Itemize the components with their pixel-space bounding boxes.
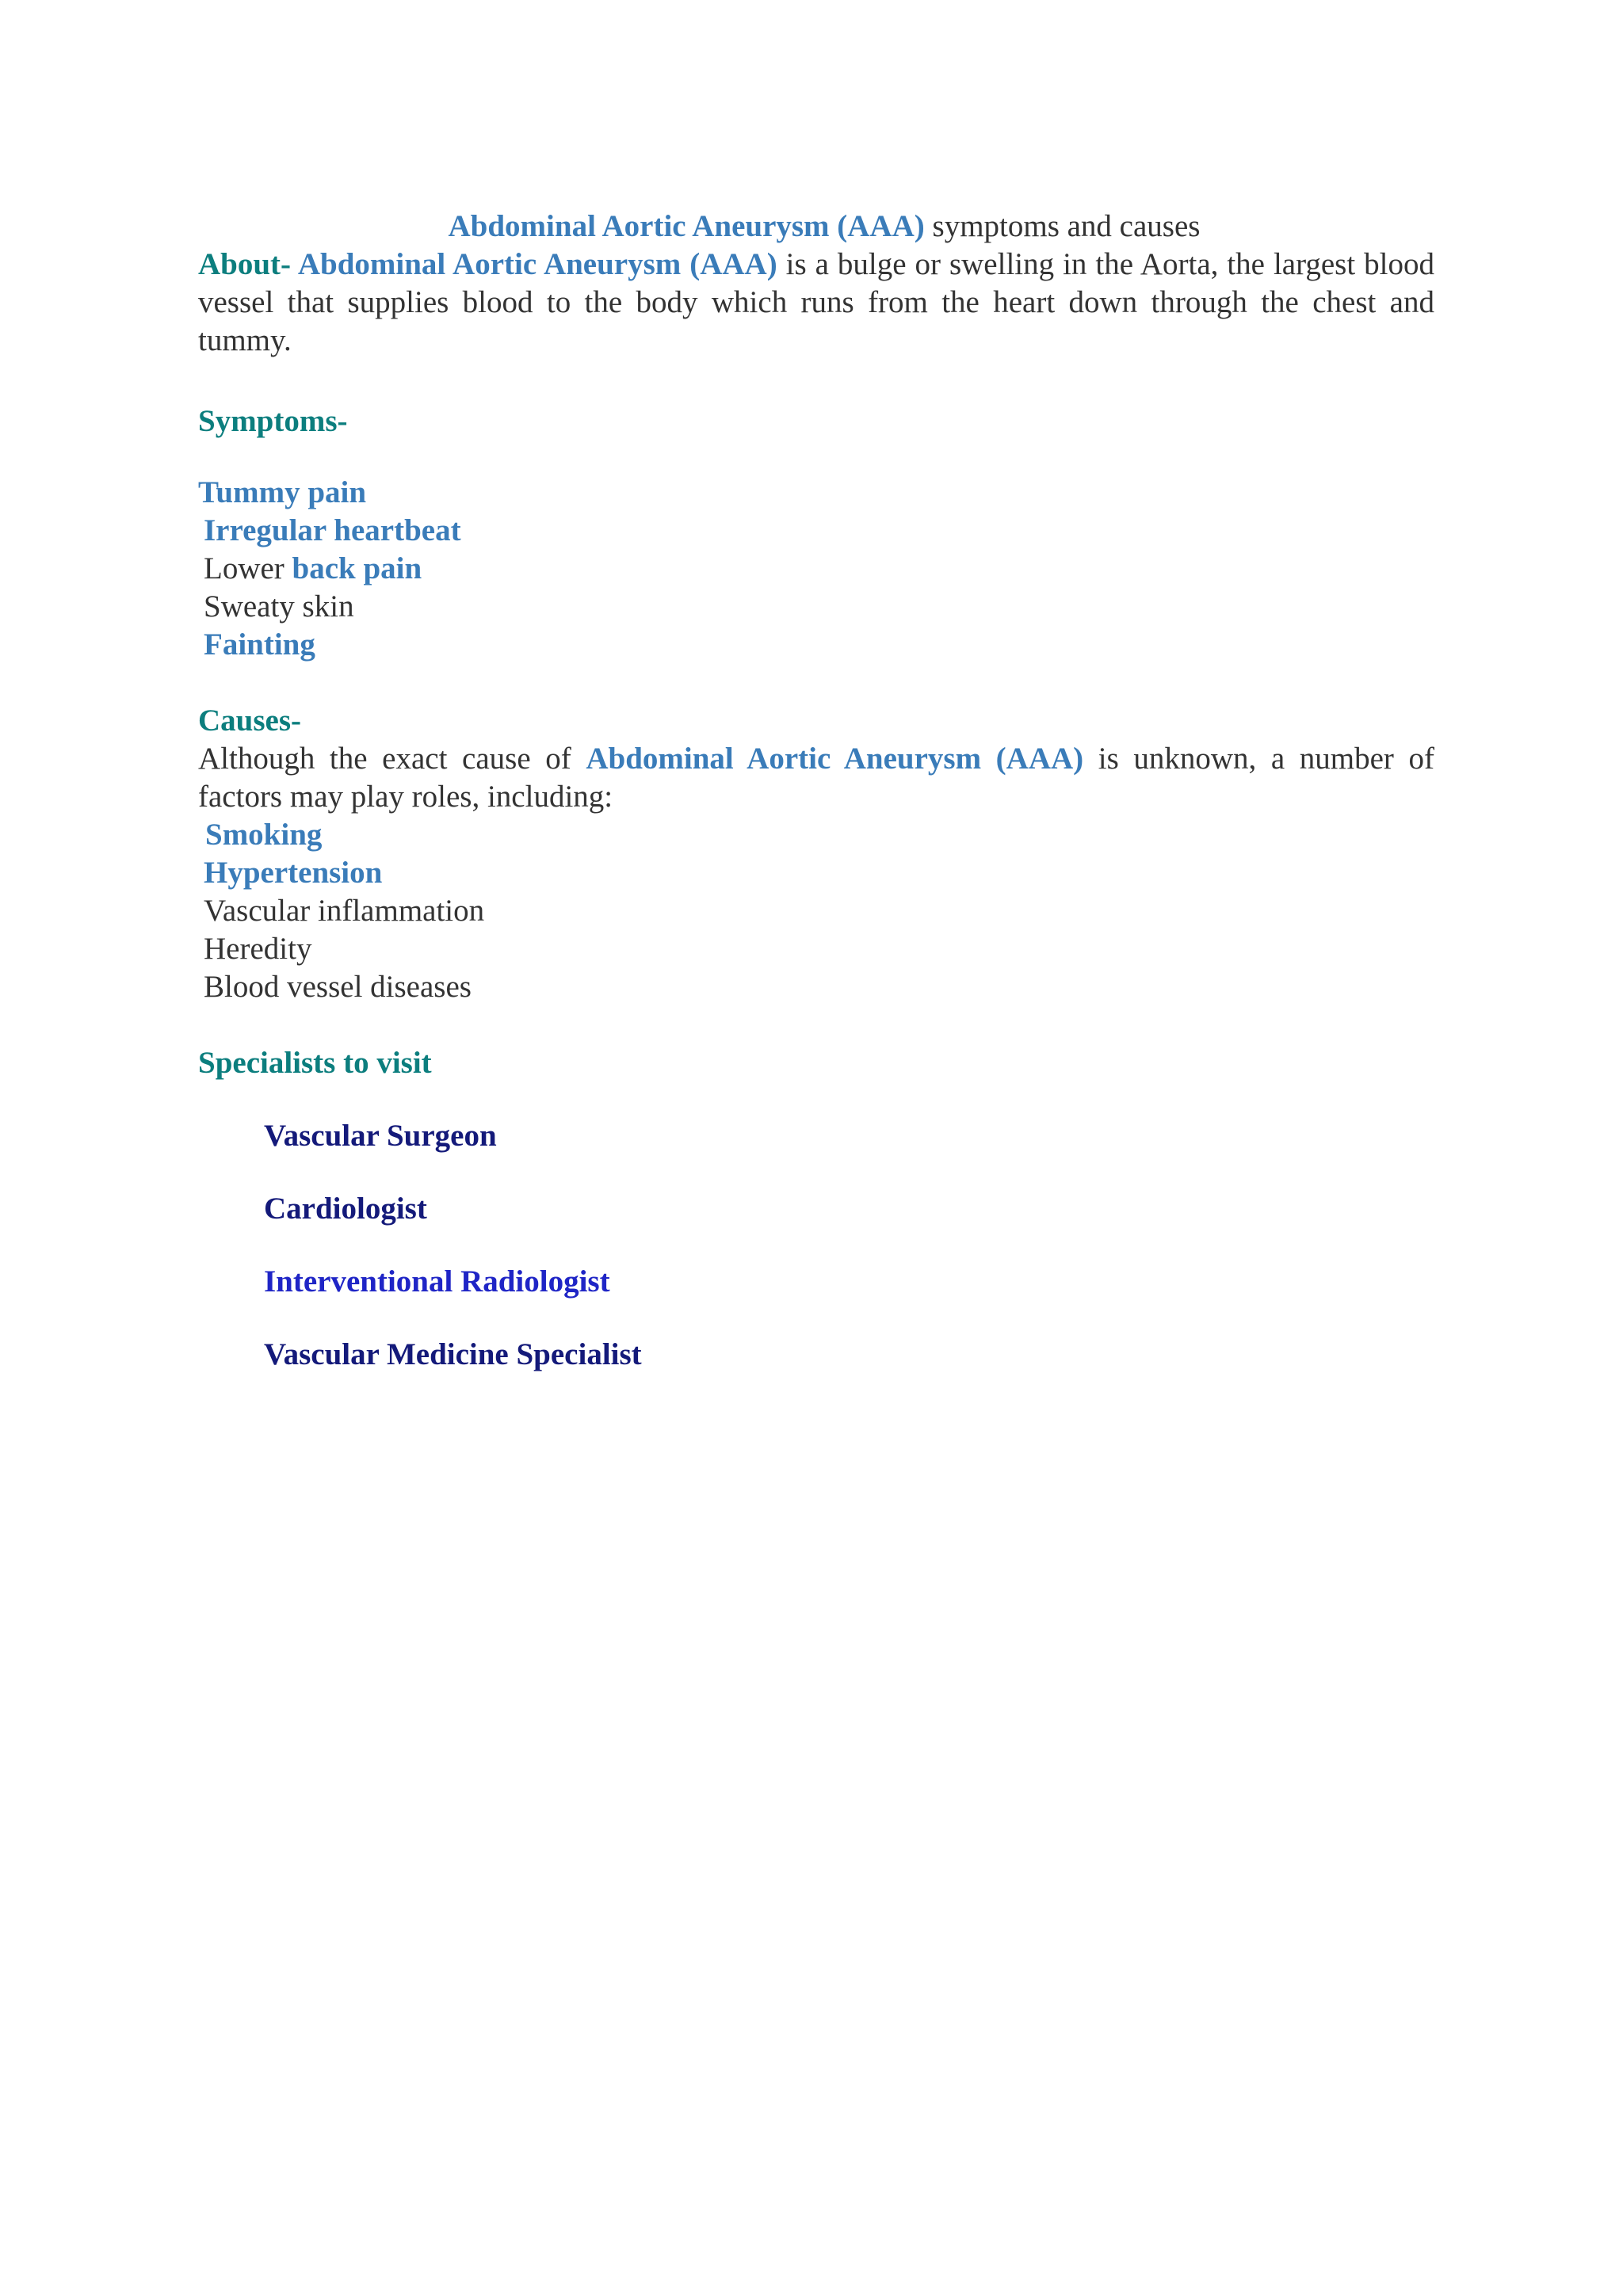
causes-intro-after: is unknown, a number of factors may play roles, including: bbox=[198, 742, 1434, 814]
symptoms-heading: Symptoms- bbox=[198, 404, 348, 438]
about-link[interactable]: Abdominal Aortic Aneurysm (AAA) bbox=[297, 247, 777, 281]
about-label: About bbox=[198, 247, 281, 281]
causes-heading: Causes- bbox=[198, 704, 302, 738]
list-item bbox=[198, 512, 1434, 550]
symptom-link[interactable]: back pain bbox=[292, 551, 422, 585]
symptom-link[interactable]: Irregular heartbeat bbox=[204, 513, 461, 547]
specialist-item: Cardiologist bbox=[264, 1192, 427, 1226]
cause-link[interactable]: Smoking bbox=[205, 818, 323, 852]
list-item bbox=[198, 854, 1434, 892]
specialists-heading: Specialists to visit bbox=[198, 1046, 432, 1080]
specialist-item[interactable]: Interventional Radiologist bbox=[264, 1264, 610, 1299]
title-link[interactable]: Abdominal Aortic Aneurysm (AAA) bbox=[448, 209, 925, 243]
cause-text: Heredity bbox=[204, 932, 312, 966]
specialist-item: Vascular Surgeon bbox=[264, 1119, 497, 1153]
list-item bbox=[198, 930, 1434, 968]
causes-intro bbox=[198, 740, 1434, 816]
list-item bbox=[198, 588, 1434, 626]
title-rest: symptoms and causes bbox=[924, 209, 1201, 243]
causes-intro-link[interactable]: Abdominal Aortic Aneurysm (AAA) bbox=[586, 742, 1084, 776]
list-item bbox=[198, 550, 1434, 588]
symptom-link[interactable]: Tummy pain bbox=[198, 475, 367, 509]
list-item bbox=[198, 626, 1434, 664]
causes-intro-before: Although the exact cause of bbox=[198, 742, 586, 776]
document-page bbox=[198, 208, 1434, 1409]
cause-text: Blood vessel diseases bbox=[204, 970, 472, 1004]
list-item bbox=[198, 892, 1434, 930]
cause-text: Vascular inflammation bbox=[204, 894, 485, 928]
symptoms-list bbox=[198, 474, 1434, 664]
causes-list bbox=[198, 816, 1434, 1006]
list-item bbox=[198, 474, 1434, 512]
cause-link[interactable]: Hypertension bbox=[204, 856, 383, 890]
symptom-link[interactable]: Fainting bbox=[204, 627, 315, 662]
about-text: is a bulge or swelling in the Aorta, the largest blood vessel that supplies blood to the body which runs from the heart down through the chest and tummy. bbox=[198, 247, 1434, 357]
specialist-item: Vascular Medicine Specialist bbox=[264, 1337, 642, 1371]
about-dash: - bbox=[281, 247, 298, 281]
page-title bbox=[198, 208, 1434, 246]
specialists-list bbox=[198, 1117, 1434, 1374]
about-paragraph bbox=[198, 246, 1434, 360]
symptom-prefix: Lower bbox=[204, 551, 292, 585]
list-item bbox=[198, 816, 1434, 854]
symptom-text: Sweaty skin bbox=[204, 589, 354, 624]
list-item bbox=[198, 968, 1434, 1006]
